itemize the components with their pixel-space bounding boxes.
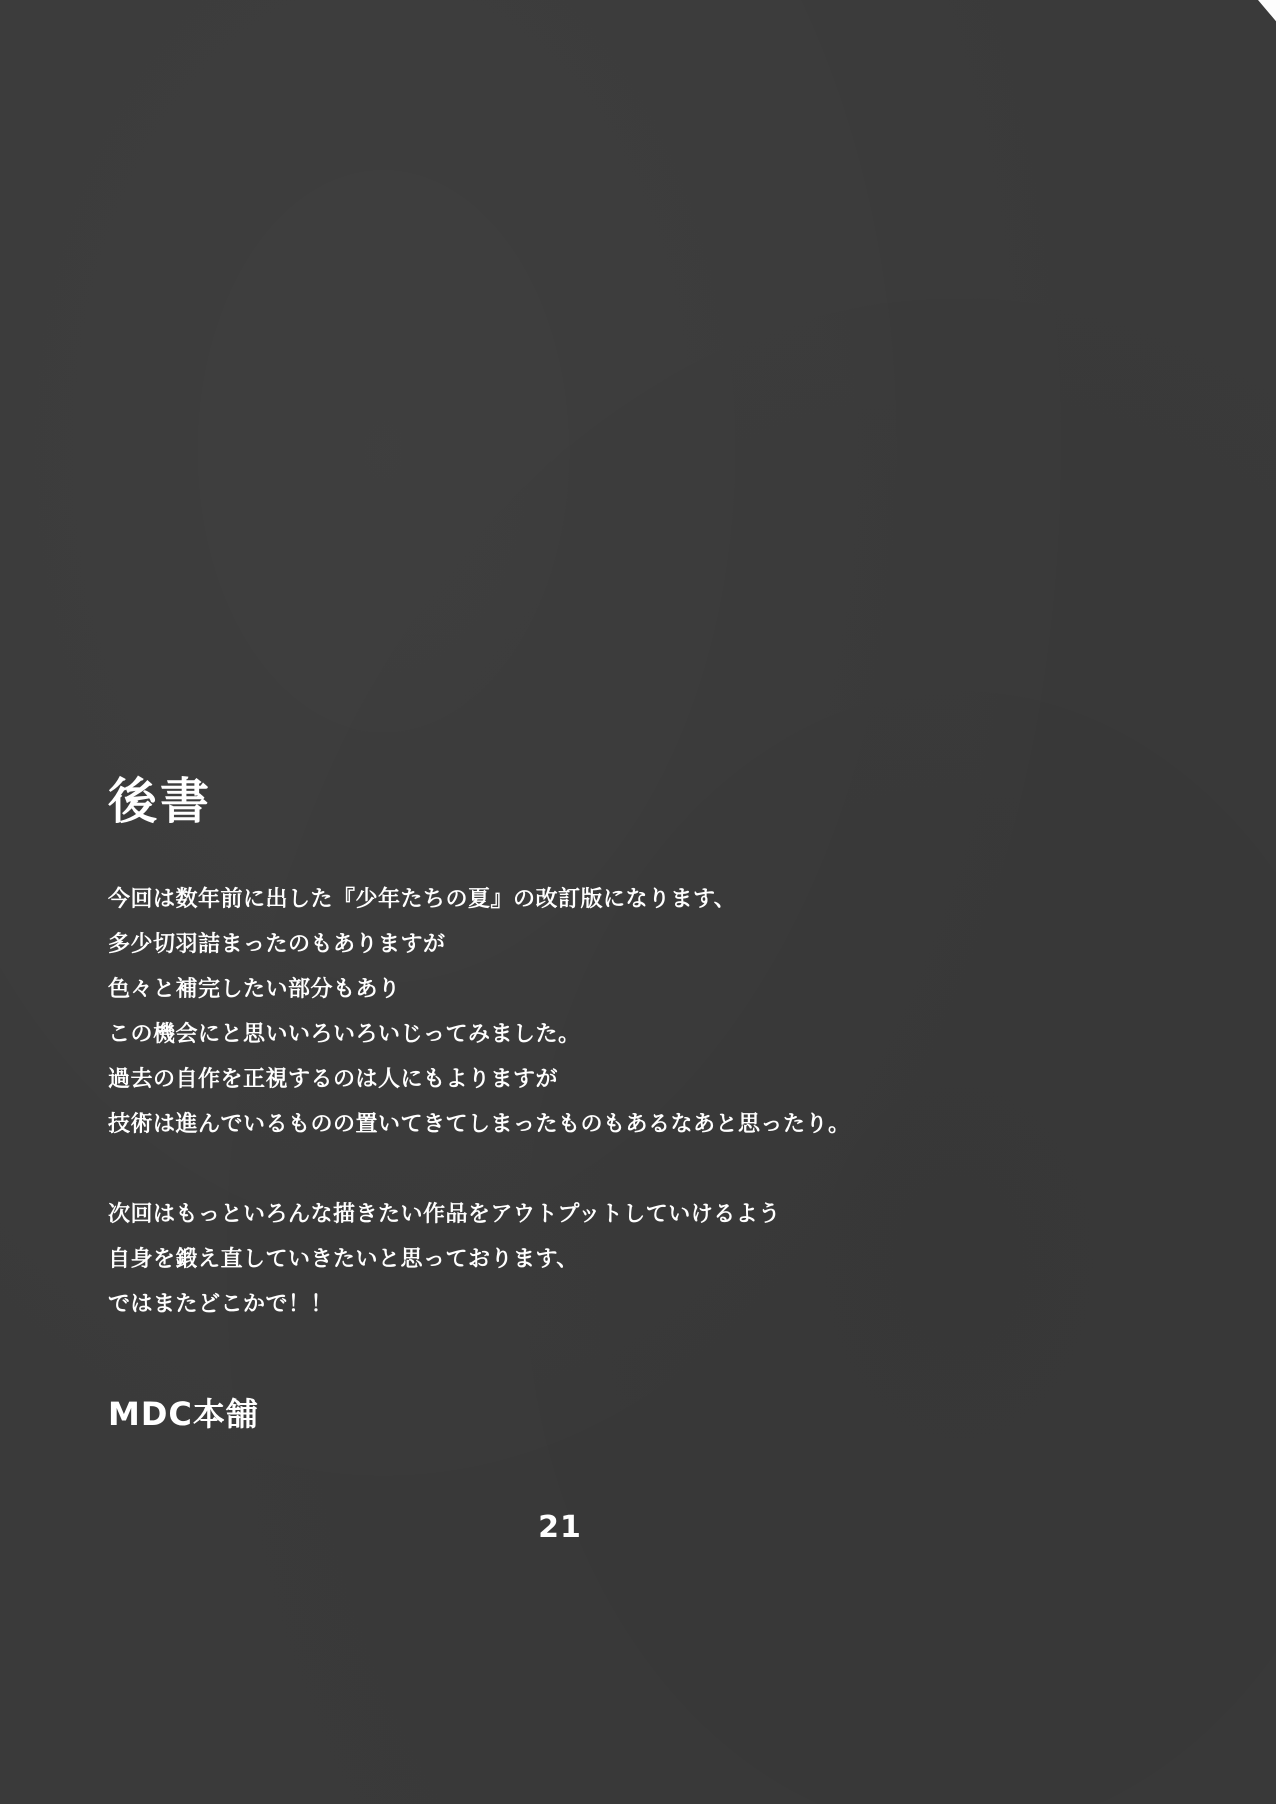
afterword-line: ではまたどこかで！！ (108, 1291, 334, 1317)
afterword-line: 今回は数年前に出した『少年たちの夏』の改訂版になります、 (108, 886, 737, 912)
afterword-line: 色々と補完したい部分もあり (108, 976, 401, 1002)
afterword-line: 自身を鍛え直していきたいと思っております、 (108, 1246, 579, 1272)
afterword-line: 技術は進んでいるものの置いてきてしまったものもあるなあと思ったり。 (108, 1111, 851, 1137)
page-number: 21 (538, 1510, 582, 1545)
afterword-heading: 後書 (108, 773, 213, 830)
afterword-line: この機会にと思いいろいろいじってみました。 (108, 1021, 581, 1047)
afterword-line: 次回はもっといろんな描きたい作品をアウトプットしていけるよう (108, 1201, 781, 1227)
afterword-line: 過去の自作を正視するのは人にもよりますが (108, 1066, 559, 1092)
paragraph-spacer (108, 1147, 1108, 1192)
circle-signature: MDC本舗 (108, 1394, 259, 1433)
afterword-paragraph-2 (108, 1192, 1108, 1327)
afterword-section (108, 775, 1108, 1435)
page-right-edge (1276, 0, 1280, 1808)
afterword-line: 多少切羽詰まったのもありますが (108, 931, 446, 957)
afterword-paragraph-1 (108, 877, 1108, 1147)
page-bottom-edge (0, 1804, 1280, 1808)
